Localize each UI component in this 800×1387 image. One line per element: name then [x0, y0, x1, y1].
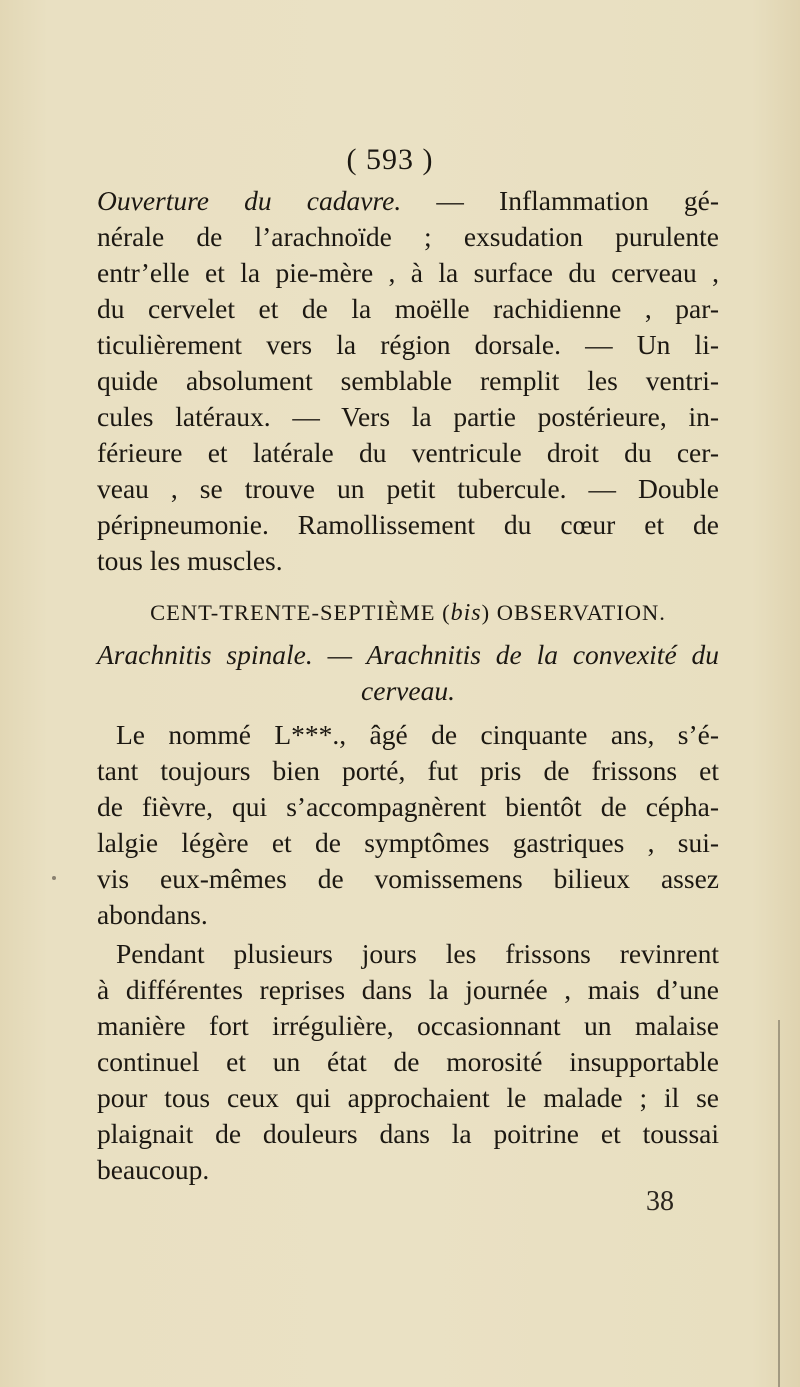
paragraph1-line-8: férieure et latérale du ventricule droit du cer-: [97, 437, 719, 468]
paragraph2-line-4: lalgie légère et de symptômes gastriques , sui-: [97, 827, 719, 858]
observation-heading: [97, 595, 719, 631]
paragraph3-line-3: manière fort irrégulière, occasionnant un malaise: [97, 1010, 719, 1041]
paragraph2-line-3: de fièvre, qui s’accompagnèrent bientôt de cépha-: [97, 791, 719, 822]
paragraph1-line-5: ticulièrement vers la région dorsale. — Un li-: [97, 329, 719, 360]
paragraph1-line-6: quide absolument semblable remplit les ventri-: [97, 365, 719, 396]
paragraph3-line-1: Pendant plusieurs jours les frissons revinrent: [116, 938, 719, 969]
signature-mark: 38: [646, 1186, 674, 1217]
paragraph1-line-3: entr’elle et la pie-mère , à la surface du cerveau ,: [97, 257, 719, 288]
paragraph1-line-1-text: — Inflammation gé-: [401, 185, 719, 216]
paragraph2-line-5: vis eux-mêmes de vomissemens bilieux assez: [97, 863, 719, 894]
paper-speck: [52, 876, 56, 880]
paragraph3-line-5: pour tous ceux qui approchaient le malade ; il se: [97, 1082, 719, 1113]
paragraph2-line-6: abondans.: [97, 899, 208, 930]
autopsy-label: Ouverture du cadavre.: [97, 185, 402, 216]
paragraph2-line-2: tant toujours bien porté, fut pris de frissons et: [97, 755, 719, 786]
page-number: ( 593 ): [346, 143, 434, 176]
paragraph3-line-7: beaucoup.: [97, 1154, 210, 1185]
paragraph1-line-2: nérale de l’arachnoïde ; exsudation purulente: [97, 221, 719, 252]
paragraph1-line-9: veau , se trouve un petit tubercule. — Double: [97, 473, 719, 504]
page-edge-shadow: [778, 1020, 780, 1387]
paragraph2-line-1: Le nommé L***., âgé de cinquante ans, s’é-: [116, 719, 719, 750]
paragraph1-line-7: cules latéraux. — Vers la partie postérieure, in-: [97, 401, 719, 432]
paragraph3-line-4: continuel et un état de morosité insupportable: [97, 1046, 719, 1077]
paragraph1-line-10: péripneumonie. Ramollissement du cœur et de: [97, 509, 719, 540]
paragraph1-line-11: tous les muscles.: [97, 545, 283, 576]
subtitle-line-2: cerveau.: [361, 675, 455, 706]
subtitle-line-1: Arachnitis spinale. — Arachnitis de la convexité du: [97, 639, 719, 670]
heading-after: ) OBSERVATION.: [481, 600, 666, 625]
heading-bis: bis: [450, 600, 482, 626]
heading-before: CENT-TRENTE-SEPTIÈME (: [150, 600, 451, 625]
paragraph3-line-6: plaignait de douleurs dans la poitrine et toussai: [97, 1118, 719, 1149]
paragraph1-line-4: du cervelet et de la moëlle rachidienne , par-: [97, 293, 719, 324]
paragraph1-line-1: [97, 183, 719, 219]
paragraph3-line-2: à différentes reprises dans la journée , mais d’une: [97, 974, 719, 1005]
